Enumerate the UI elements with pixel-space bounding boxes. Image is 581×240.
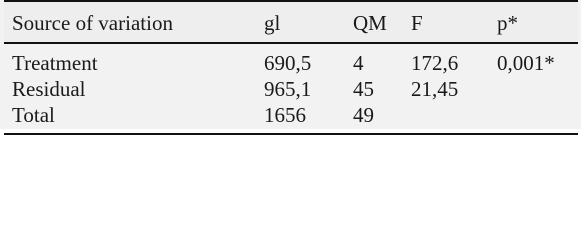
- cell-p: [497, 76, 578, 102]
- cell-qm: 45: [353, 76, 374, 101]
- cell-p: [497, 102, 578, 134]
- cell-source: Total: [4, 102, 264, 134]
- cell-gl: 1656: [264, 102, 353, 134]
- cell-f: 21,45: [411, 76, 459, 101]
- cell-p: 0,001*: [497, 50, 555, 75]
- cell-source: Residual: [12, 76, 86, 101]
- table-row: [4, 102, 578, 134]
- cell-gl: 965,1: [264, 76, 312, 101]
- anova-table: [4, 0, 578, 135]
- table-row: [4, 76, 578, 102]
- header-gl: gl: [264, 1, 353, 43]
- cell-f: 172,6: [411, 50, 459, 75]
- header-source-of-variation: Source of variation: [4, 1, 264, 43]
- cell-f: [411, 102, 497, 134]
- cell-source: Treatment: [12, 50, 98, 75]
- cell-qm: 49: [353, 102, 411, 134]
- table-header: [4, 1, 578, 43]
- header-p: p*: [497, 1, 578, 43]
- table-body: [4, 43, 578, 134]
- cell-gl: 690,5: [264, 50, 312, 75]
- table-row: [4, 43, 578, 76]
- header-f: F: [411, 1, 497, 43]
- cell-qm: 4: [353, 50, 364, 75]
- header-row: [4, 1, 578, 43]
- header-qm: QM: [353, 1, 411, 43]
